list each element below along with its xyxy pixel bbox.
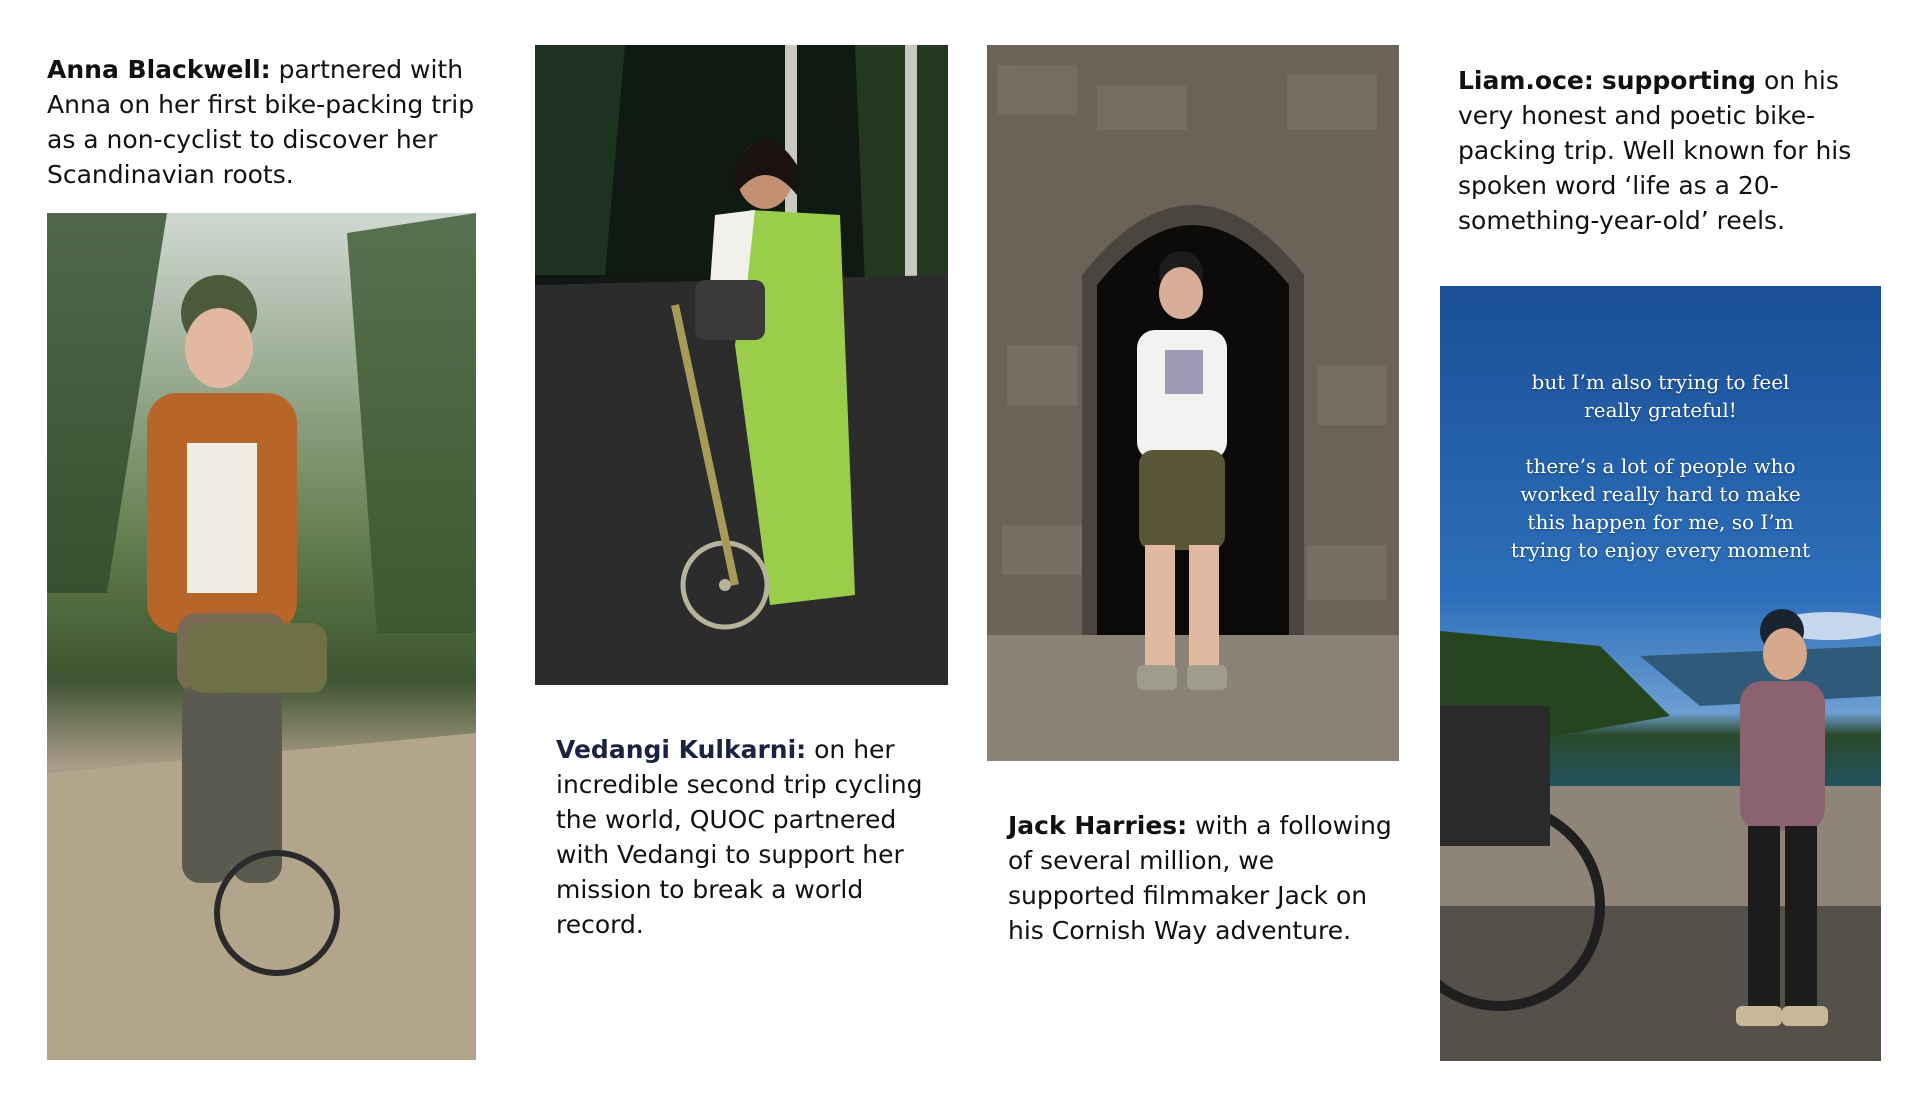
anna-description: partnered with Anna on her first bike-packing trip as a non-cyclist to discover her Scandinavian roots. xyxy=(47,55,475,189)
liam-emphasis: supporting xyxy=(1601,66,1757,95)
overlay-line-people: there’s a lot of people who worked really hard to make this happen for me, so I’m trying to enjoy every moment xyxy=(1510,454,1811,562)
jack-description: with a following of several million, we supported filmmaker Jack on his Cornish Way adventure. xyxy=(1008,811,1392,945)
vedangi-caption xyxy=(556,732,936,942)
jack-name: Jack Harries: xyxy=(1008,811,1188,840)
vedangi-name: Vedangi Kulkarni: xyxy=(556,735,807,764)
anna-name: Anna Blackwell: xyxy=(47,55,271,84)
anna-caption xyxy=(47,52,487,192)
anna-photo xyxy=(47,213,476,1060)
liam-description: on his very honest and poetic bike-packing trip. Well known for his spoken word ‘life as a 20-something-year-old’ reels. xyxy=(1458,66,1852,235)
liam-story-overlay xyxy=(1440,368,1881,592)
jack-caption xyxy=(1008,808,1408,948)
vedangi-description: on her incredible second trip cycling the world, QUOC partnered with Vedangi to support her mission to break a world record. xyxy=(556,735,923,939)
liam-caption xyxy=(1458,63,1858,238)
liam-photo xyxy=(1440,286,1881,1061)
jack-photo xyxy=(987,45,1399,761)
vedangi-photo xyxy=(535,45,948,685)
cyclist-stone-arch-photo-icon xyxy=(987,45,1399,761)
liam-name: Liam.oce: xyxy=(1458,66,1594,95)
overlay-line-grateful: but I’m also trying to feel really grateful! xyxy=(1531,370,1790,422)
cyclist-saree-night-photo-icon xyxy=(535,45,948,685)
cyclist-forest-photo-icon xyxy=(47,213,476,1060)
